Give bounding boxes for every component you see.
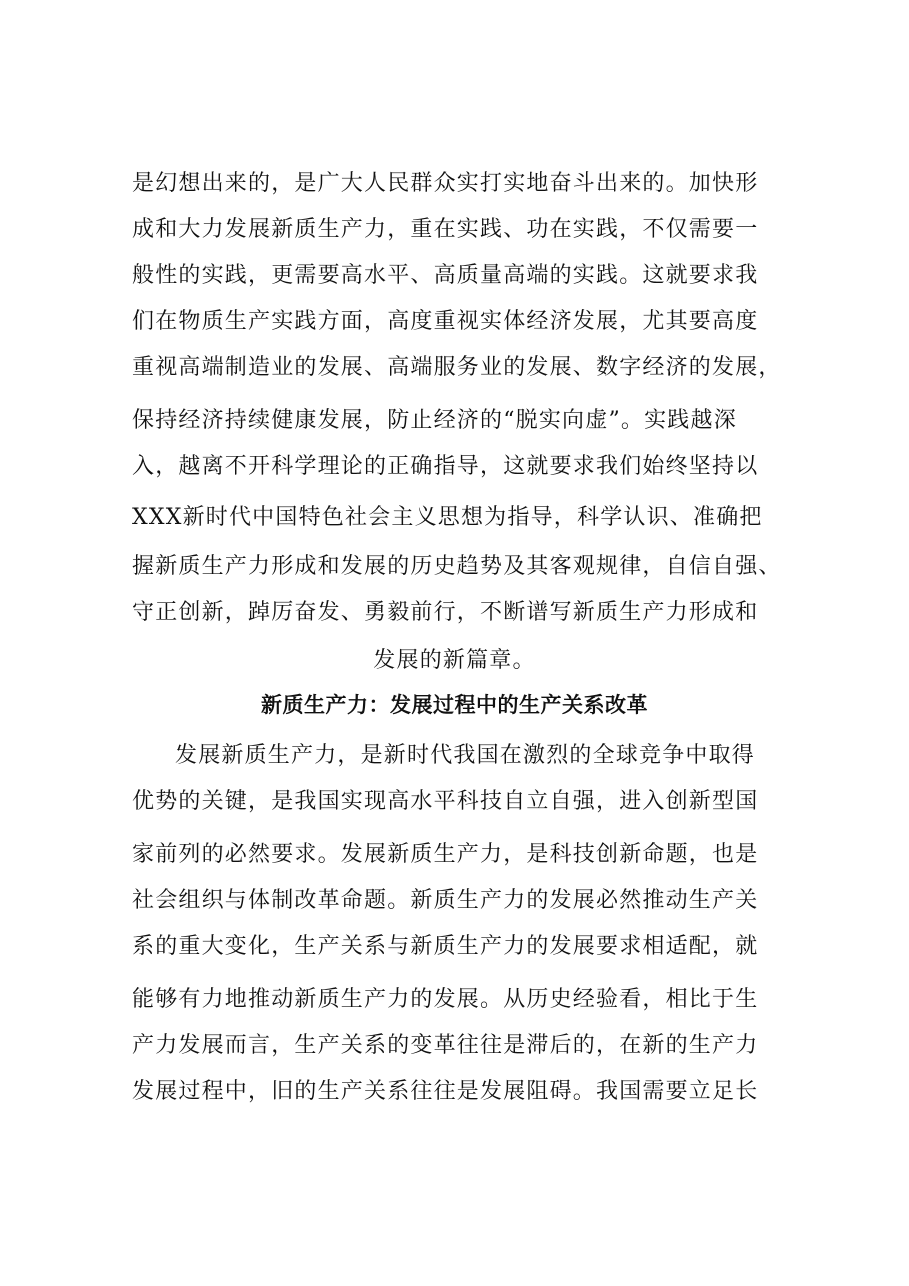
paragraph-1-line-7: 入，越离不开科学理论的正确指导，这就要求我们始终坚持以: [132, 454, 759, 479]
paragraph-2-line-3: 家前列的必然要求。发展新质生产力，是科技创新命题，也是: [132, 842, 759, 867]
paragraph-2-line-8: 发展过程中，旧的生产关系往往是发展阻碍。我国需要立足长: [132, 1079, 759, 1104]
paragraph-2-line-2: 优势的关键，是我国实现高水平科技自立自强，进入创新型国: [132, 789, 759, 814]
paragraph-2-line-1: 发展新质生产力，是新时代我国在激烈的全球竞争中取得: [175, 743, 756, 768]
paragraph-2-line-4: 社会组织与体制改革命题。新质生产力的发展必然推动生产关: [132, 888, 759, 913]
paragraph-1-line-6: 保持经济持续健康发展，防止经济的“脱实向虚”。实践越深: [132, 408, 737, 433]
paragraph-1-line-8: XXX新时代中国特色社会主义思想为指导，科学认识、准确把: [132, 505, 763, 530]
paragraph-2-line-6: 能够有力地推动新质生产力的发展。从历史经验看，相比于生: [132, 987, 759, 1012]
paragraph-1-line-10: 守正创新，踔厉奋发、勇毅前行，不断谱写新质生产力形成和: [132, 600, 759, 625]
paragraph-1-line-9: 握新质生产力形成和发展的历史趋势及其客观规律，自信自强、: [132, 554, 782, 579]
paragraph-1-line-2: 成和大力发展新质生产力，重在实践、功在实践，不仅需要一: [132, 217, 759, 242]
paragraph-1-line-4: 们在物质生产实践方面，高度重视实体经济发展，尤其要高度: [132, 309, 759, 334]
paragraph-1-line-5: 重视高端制造业的发展、高端服务业的发展、数字经济的发展，: [132, 355, 782, 380]
section-heading: 新质生产力：发展过程中的生产关系改革: [261, 693, 648, 717]
paragraph-1-line-1: 是幻想出来的，是广大人民群众实打实地奋斗出来的。加快形: [132, 171, 759, 196]
paragraph-2-line-7: 产力发展而言，生产关系的变革往往是滞后的，在新的生产力: [132, 1033, 759, 1058]
paragraph-1-line-3: 般性的实践，更需要高水平、高质量高端的实践。这就要求我: [132, 263, 759, 288]
paragraph-2-line-5: 系的重大变化，生产关系与新质生产力的发展要求相适配，就: [132, 934, 759, 959]
paragraph-1-line-11: 发展的新篇章。: [373, 648, 536, 673]
